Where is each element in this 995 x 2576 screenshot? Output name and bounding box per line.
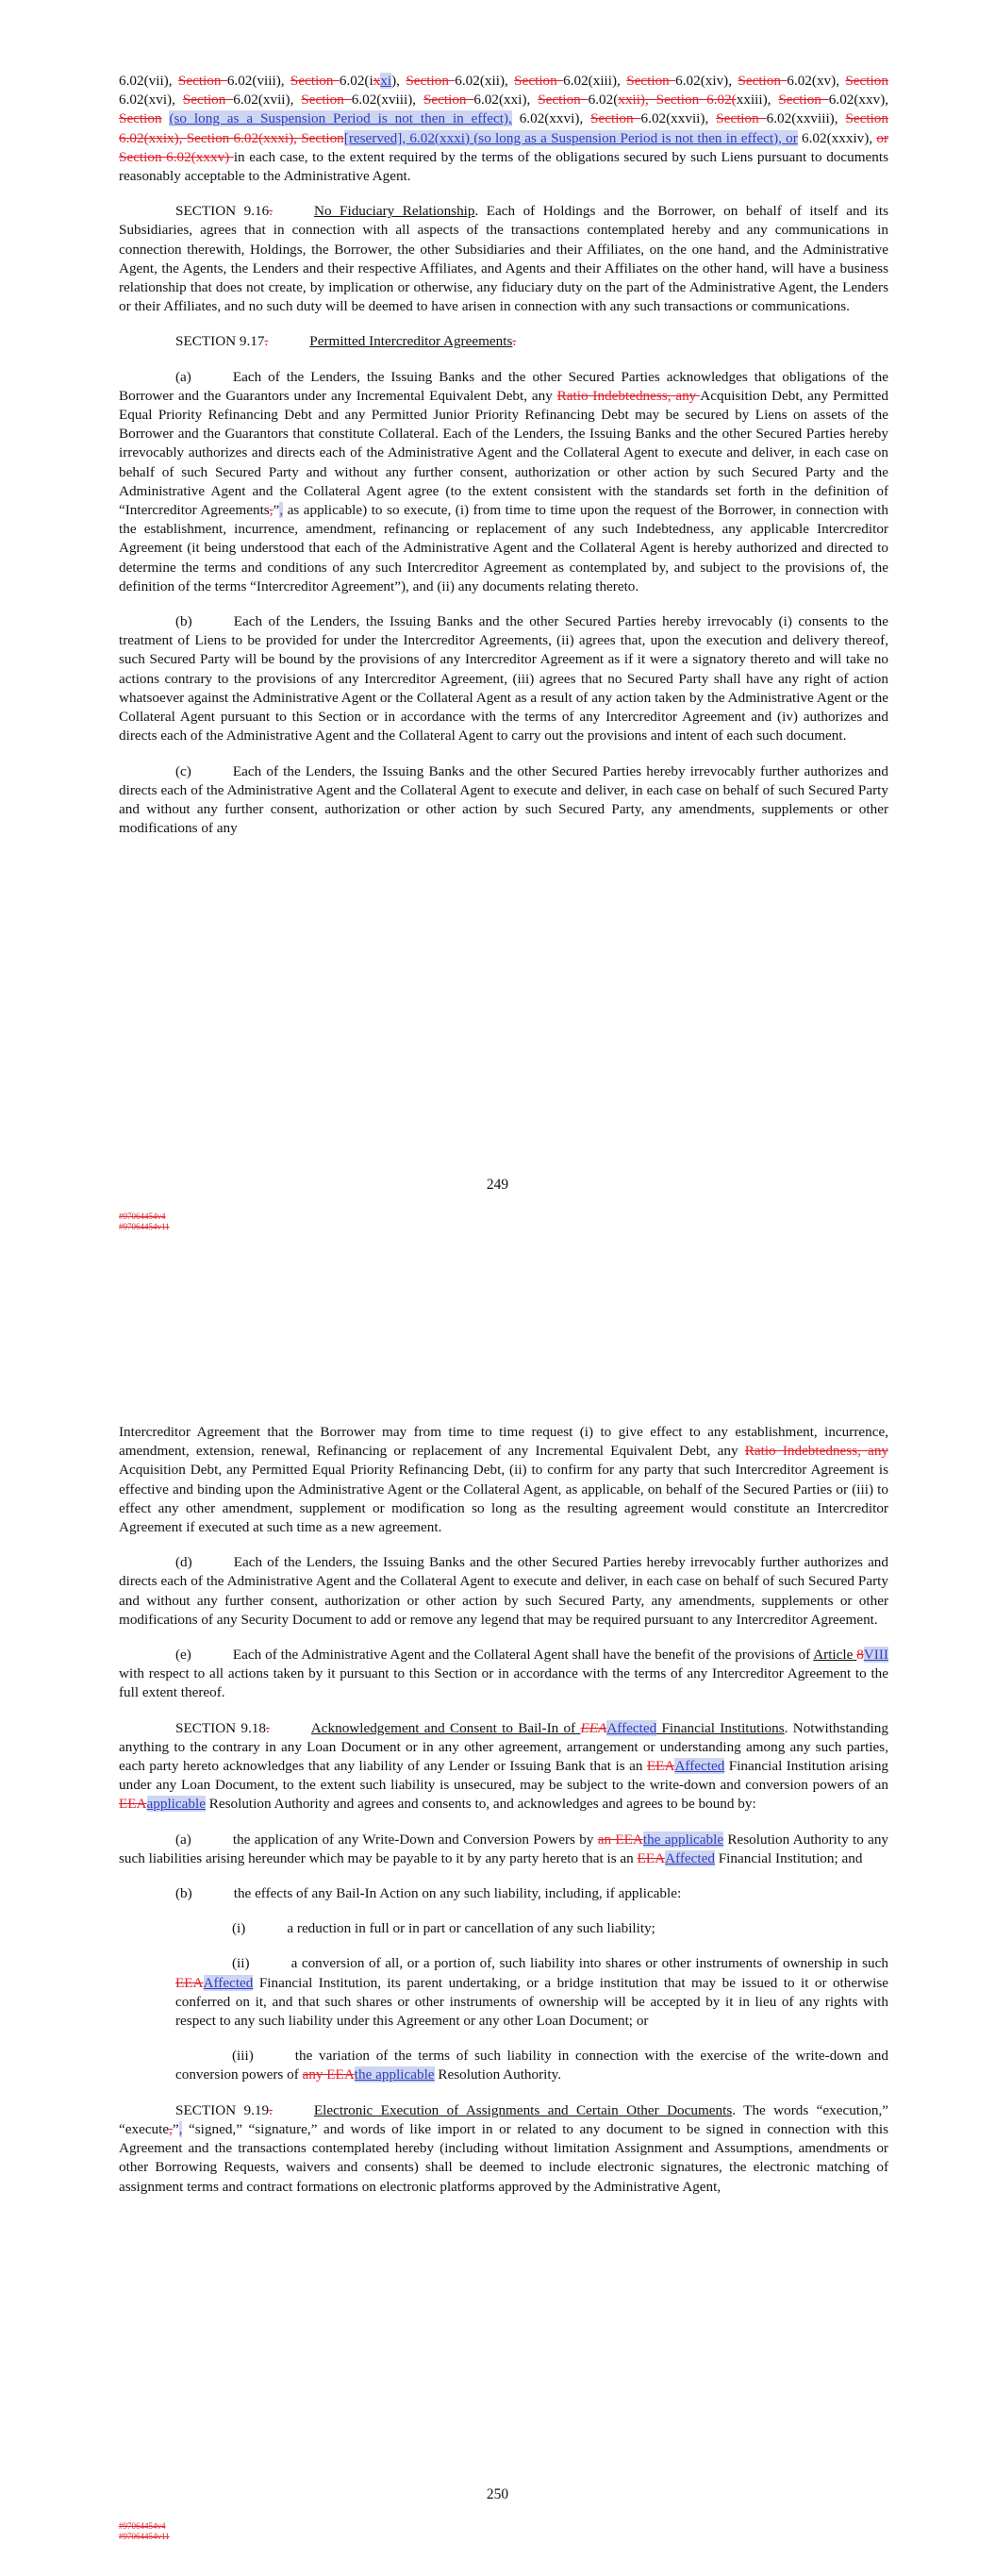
lead-text: 6.02(xxv), — [828, 92, 889, 109]
deleted-text: any EEA — [302, 2066, 355, 2083]
deleted-text: Ratio Indebtedness, any — [556, 387, 701, 404]
deleted-text: EEA — [637, 1849, 666, 1866]
inserted-text: the applicable — [354, 2066, 435, 2083]
section-9-18-title-2: Financial Institutions — [656, 1719, 785, 1736]
continued-paragraph — [119, 1423, 888, 1537]
deleted-period: . — [264, 333, 269, 350]
section-9-19-paragraph — [119, 2101, 888, 2197]
lead-text: 6.02(i — [339, 73, 373, 89]
clause-e-text-2: with respect to all actions taken by it pursuant to this Section or in accordance with the terms of any Intercreditor Agreement to the full extent thereof. — [119, 1665, 888, 1701]
clause-e-text: Each of the Administrative Agent and the Collateral Agent shall have the benefit of the provisions of — [232, 1647, 814, 1664]
lead-text: 6.02(xvii), — [233, 92, 302, 109]
lead-text: ), — [391, 73, 406, 89]
bail-in-b-iii-text: the variation of the terms of such liability in connection with the exercise of the write-down and conversion powers of — [175, 2048, 888, 2083]
page-249-body — [119, 72, 888, 854]
inserted-text: Affected — [203, 1974, 254, 1991]
inserted-text: [reserved], 6.02(xxxi) (so long as a Suspension Period is not then in effect), or — [343, 129, 798, 146]
bail-in-b-iii-text-2: Resolution Authority. — [434, 2066, 562, 2083]
page-number: 249 — [486, 1177, 509, 1193]
inserted-text: Affected — [665, 1849, 715, 1866]
clause-a-label: (a) — [175, 368, 191, 385]
document-id-old: #97064454v4 — [119, 2521, 166, 2531]
clause-a-text-3: as applicable) to so execute, (i) from time to time upon the request of the Borrower, in connection with the establishment, incurrence, amendment, refinancing or replacement of any such Indebtedness, any applicable Intercreditor Agreement (it being understood that each of the Administrative Agent and the Collateral Agent is hereby authorized and directed to determine the terms and conditions of any such Intercreditor Agreement as contemplated by, and subject to the provisions of, the definition of the terms “Intercreditor Agreement”), and (ii) any documents relating thereto. — [119, 502, 888, 594]
deleted-text: Section — [301, 92, 352, 109]
document-id-new: #97064454v11 — [119, 1222, 170, 1231]
bail-in-a-text-3: Financial Institution; and — [714, 1849, 863, 1866]
section-9-16-title: No Fiduciary Relationship — [313, 203, 475, 220]
section-9-16-text: . Each of Holdings and the Borrower, on behalf of itself and its Subsidiaries, agrees that in connection with all aspects of the transactions contemplated hereby and any communications in connection therewith, Holdings, the Borrower, the other Subsidiaries and their Affiliates, on the one hand, and the Administrative Agent, the Agents, the Lenders and their respective Affiliates, and Agents and their Affiliates on the other hand, will have a business relationship that does not create, by implication or otherwise, any fiduciary duty on the part of the Administrative Agent, the Lenders or their Affiliates, and no such duty will be deemed to have arisen in connection with any such transactions or communications. — [119, 203, 889, 315]
section-9-17-number: SECTION 9.17 — [175, 333, 265, 350]
deleted-text: Section — [514, 73, 564, 89]
lead-text: 6.02(xxxiv), — [797, 129, 877, 146]
section-9-18-number: SECTION 9.18 — [175, 1719, 266, 1736]
lead-text: 6.02(xiv), — [675, 73, 738, 89]
deleted-text: Section — [423, 92, 474, 109]
section-9-19-title: Electronic Execution of Assignments and Certain Other Documents — [313, 2101, 733, 2118]
deleted-text: Section — [177, 73, 227, 89]
lead-text: 6.02(xxviii), — [766, 110, 846, 127]
clause-b-text: Each of the Lenders, the Issuing Banks and the other Secured Parties hereby irrevocably (i) consents to the treatment of Liens to be provided for under the Intercreditor Agreements, (ii) agrees that, upon the execution and delivery thereof, such Secured Party will be bound by the provisions of any Intercreditor Agreement as if it were a signatory thereto and will take no actions contrary to the provisions of any Intercreditor Agreement, (iii) agrees that no Secured Party shall have any right of action whatsoever against the Administrative Agent or the Collateral Agent as a result of any action taken by the Administrative Agent or the Collateral Agent pursuant to this Section or in accordance with the terms of any Intercreditor Agreement and (iv) authorizes and directs each of the Administrative Agent and the Collateral Agent to carry out the provisions and intent of each such document. — [119, 613, 888, 744]
deleted-text: an EEA — [597, 1831, 643, 1848]
section-9-16-paragraph — [119, 202, 888, 316]
deleted-period: . — [269, 203, 273, 220]
deleted-period: . — [269, 2101, 273, 2118]
deleted-text: EEA — [119, 1796, 147, 1813]
page-250-body — [119, 1423, 888, 2213]
clause-a-quote: ” — [273, 502, 280, 519]
deleted-text: Section — [119, 110, 162, 127]
deleted-text: Section — [626, 73, 676, 89]
section-9-18-text-3: Resolution Authority and agrees and consents to, and acknowledges and agrees to be bound by: — [205, 1796, 756, 1813]
section-9-17-a-paragraph — [119, 368, 888, 596]
bail-in-b-i-text: a reduction in full or in part or cancellation of any such liability; — [287, 1920, 655, 1937]
deleted-text: Section — [538, 92, 589, 109]
section-9-18-title: Acknowledgement and Consent to Bail-In of — [310, 1719, 581, 1736]
inserted-text: Affected — [674, 1758, 725, 1775]
bail-in-b-text: the effects of any Bail-In Action on any such liability, including, if applicable: — [233, 1885, 682, 1902]
deleted-text: Section — [182, 92, 234, 109]
bail-in-a-label: (a) — [175, 1831, 191, 1848]
section-9-19-quote: ” — [172, 2120, 179, 2137]
lead-text: 6.02( — [588, 92, 619, 109]
deleted-text: Section — [845, 73, 888, 89]
deleted-text: xxii), Section 6.02( — [618, 92, 737, 109]
deleted-text: x — [373, 73, 381, 89]
deleted-text: or Section 6.02(xxxv) — [119, 129, 888, 165]
deleted-comma: , — [269, 502, 274, 519]
continued-text-2: Acquisition Debt, any Permitted Equal Priority Refinancing Debt, (ii) to confirm for any party that such Intercreditor Agreement is effective and binding upon the Administrative Agent or the Collateral Agent, as applicable, on behalf of the Secured Parties or (iii) to effect any other amendment, supplement or modification so long as the resulting agreement would constitute an Intercreditor Agreement if executed at such time as a new agreement. — [119, 1462, 888, 1536]
clause-e-label: (e) — [175, 1647, 191, 1664]
clause-c-text: Each of the Lenders, the Issuing Banks and the other Secured Parties hereby irrevocably further authorizes and directs each of the Administrative Agent and the Collateral Agent to execute and deliver, in each case on behalf of such Secured Party and without any further consent, authorization or other action by such Secured Party, any amendments, supplements or other modifications of any — [119, 762, 888, 837]
lead-text: 6.02(xv), — [787, 73, 846, 89]
continued-text: Intercreditor Agreement that the Borrower may from time to time request (i) to give effect to any establishment, incurrence, amendment, extension, renewal, Refinancing or replacement of any Incremental Equivalent Debt, any — [119, 1424, 888, 1460]
deleted-period: . — [266, 1719, 270, 1736]
section-9-19-text: . The words “execution,” “execute — [119, 2101, 889, 2137]
deleted-text: Section — [406, 73, 456, 89]
inserted-text: applicable — [146, 1796, 206, 1813]
bail-in-b-label: (b) — [175, 1885, 192, 1902]
bail-in-clause-a — [119, 1831, 888, 1868]
clause-a-text: Each of the Lenders, the Issuing Banks and the other Secured Parties acknowledges that obligations of the Borrower and the Guarantors under any Incremental Equivalent Debt, any — [119, 368, 888, 404]
lead-text: xxiii), — [736, 92, 779, 109]
inserted-text: the applicable — [642, 1831, 724, 1848]
inserted-text: Affected — [606, 1719, 657, 1736]
document-id-footer — [119, 2521, 170, 2542]
inserted-text: xi — [380, 73, 392, 89]
document-id-footer — [119, 1212, 170, 1232]
inserted-text: VIII — [863, 1647, 888, 1664]
lead-text: 6.02(xii), — [455, 73, 515, 89]
lead-text: 6.02(viii), — [226, 73, 290, 89]
section-9-16-number: SECTION 9.16 — [175, 203, 270, 220]
bail-in-b-ii-text: a conversion of all, or a portion of, such liability into shares or other instruments of ownership in such — [290, 1955, 888, 1972]
section-9-17-heading — [119, 332, 888, 351]
deleted-comma: , — [169, 2120, 173, 2137]
deleted-period: . — [512, 333, 517, 350]
clause-d-label: (d) — [175, 1554, 192, 1571]
lead-text: 6.02(xviii), — [351, 92, 423, 109]
bail-in-b-ii-text-2: Financial Institution, its parent undertaking, or a bridge institution that may be issued to it or otherwise conferred on it, and that such shares or other instruments of ownership will be accepted by it in lieu of any rights with respect to any such liability under this Agreement or any other Loan Document; or — [175, 1974, 888, 2030]
section-9-19-text-2: “signed,” “signature,” and words of like import in or related to any document to be signed in connection with this Agreement and the transactions contemplated hereby (including without limitation Assignment and Assumptions, amendments or other Borrowing Requests, waivers and consents) shall be deemed to include electronic signatures, the electronic matching of assignment terms and contract formations on electronic platforms approved by the Administrative Agent, — [119, 2120, 888, 2195]
bail-in-clause-b-iii — [119, 2047, 888, 2084]
clause-d-text: Each of the Lenders, the Issuing Banks and the other Secured Parties hereby irrevocably further authorizes and directs each of the Administrative Agent and the Collateral Agent to execute and deliver, in each case on behalf of such Secured Party and without any further consent, authorization or other action by such Secured Party, any amendments, supplements or other modifications of any Security Document to add or remove any legend that may be required pursuant to any Intercreditor Agreement. — [119, 1554, 888, 1628]
article-reference: Article — [813, 1647, 857, 1664]
section-9-17-b-paragraph — [119, 612, 888, 745]
bail-in-b-iii-label: (iii) — [232, 2048, 254, 2065]
section-9-17-c-paragraph — [119, 762, 888, 839]
deleted-text: EEA — [580, 1719, 607, 1736]
lead-text: 6.02(xxi), — [473, 92, 539, 109]
lead-text: 6.02(xiii), — [563, 73, 627, 89]
deleted-text: Ratio Indebtedness, any — [744, 1443, 889, 1460]
inserted-text: (so long as a Suspension Period is not then in effect), — [169, 110, 512, 127]
bail-in-clause-b — [119, 1884, 888, 1903]
clause-a-text-2: Acquisition Debt, any Permitted Equal Priority Refinancing Debt and any Permitted Junior Priority Refinancing Debt may be secured by Liens on assets of the Borrower and the Guarantors that constitute Collateral. Each of the Lenders, the Issuing Banks and the other Secured Parties hereby irrevocably authorizes and directs each of the Administrative Agent and the Collateral Agent to execute and deliver, in each case on behalf of such Secured Party and without any further consent, authorization or other action by such Secured Party and the Administrative Agent and the Collateral Agent agree (to the extent consistent with the standards set forth in the definition of “Intercreditor Agreements — [119, 387, 888, 519]
liens-list-paragraph — [119, 72, 888, 186]
section-9-17-title: Permitted Intercreditor Agreements — [309, 333, 513, 350]
section-9-19-number: SECTION 9.19 — [175, 2101, 270, 2118]
document-id-old: #97064454v4 — [119, 1212, 166, 1221]
bail-in-b-ii-label: (ii) — [232, 1955, 250, 1972]
section-9-17-d-paragraph — [119, 1553, 888, 1630]
deleted-text: EEA — [175, 1974, 204, 1991]
clause-c-label: (c) — [175, 762, 191, 779]
section-9-18-paragraph — [119, 1719, 888, 1815]
lead-text: 6.02(xxvi), — [511, 110, 591, 127]
lead-text: in each case, to the extent required by the terms of the obligations secured by such Liens pursuant to documents reasonably acceptable to the Administrative Agent. — [119, 148, 888, 185]
deleted-text: Section — [290, 73, 340, 89]
bail-in-b-i-label: (i) — [232, 1920, 246, 1937]
lead-text: 6.02(vii), — [119, 73, 178, 89]
section-9-18-text: . Notwithstanding anything to the contrary in any Loan Document or in any other agreement, arrangement or understanding among any such parties, each party hereto acknowledges that any liability of any Lender or Issuing Bank that is an — [119, 1719, 888, 1775]
inserted-comma: , — [279, 502, 284, 519]
bail-in-clause-b-i — [119, 1919, 888, 1938]
deleted-text: EEA — [646, 1758, 675, 1775]
bail-in-clause-b-ii — [119, 1954, 888, 2031]
document-id-new: #97064454v11 — [119, 2532, 170, 2541]
clause-b-label: (b) — [175, 613, 192, 630]
deleted-text: 8 — [856, 1647, 864, 1664]
page-number: 250 — [486, 2486, 509, 2502]
deleted-text: Section — [738, 73, 788, 89]
lead-text: 6.02(xxvii), — [640, 110, 717, 127]
deleted-text: Section — [590, 110, 641, 127]
lead-text: 6.02(xvi), — [119, 92, 183, 109]
section-9-17-e-paragraph — [119, 1646, 888, 1703]
deleted-text: Section — [778, 92, 829, 109]
deleted-text: Section — [716, 110, 767, 127]
inserted-comma: , — [178, 2120, 183, 2137]
bail-in-a-text: the application of any Write-Down and Conversion Powers by — [232, 1831, 598, 1848]
section-9-18-text-2: Financial Institution arising under any Loan Document, to the extent such liability is unsecured, may be subject to the write-down and conversion powers of an — [119, 1758, 889, 1794]
deleted-text: Section 6.02(xxix), Section 6.02(xxxi), Section — [119, 110, 888, 146]
bail-in-a-text-2: Resolution Authority to any such liabilities arising hereunder which may be payable to it by any party hereto that is an — [119, 1831, 889, 1866]
